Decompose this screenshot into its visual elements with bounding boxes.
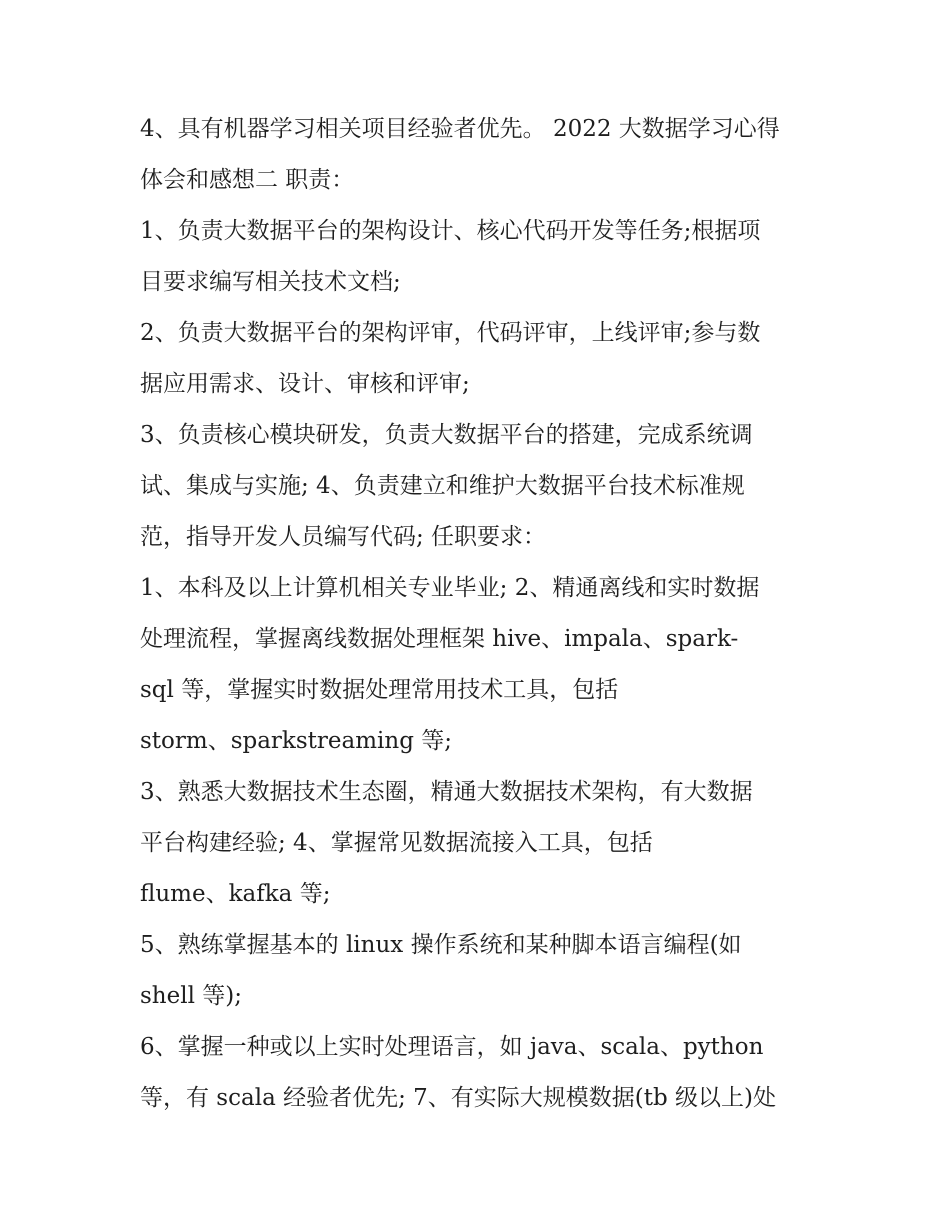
text-line: 体会和感想二 职责：: [140, 167, 355, 193]
text-line: 1、本科及以上计算机相关专业毕业; 2、精通离线和实时数据: [140, 575, 760, 601]
text-line: 5、熟练掌握基本的 linux 操作系统和某种脚本语言编程(如: [140, 932, 742, 958]
text-line: flume、kafka 等;: [140, 881, 331, 907]
text-line: 3、负责核心模块研发，负责大数据平台的搭建，完成系统调: [140, 422, 753, 448]
text-line: 6、掌握一种或以上实时处理语言，如 java、scala、python: [140, 1034, 764, 1060]
text-line: sql 等，掌握实时数据处理常用技术工具，包括: [140, 677, 619, 703]
text-line: 试、集成与实施; 4、负责建立和维护大数据平台技术标准规: [140, 473, 745, 499]
text-line: 处理流程，掌握离线数据处理框架 hive、impala、spark-: [140, 626, 739, 652]
text-line: 目要求编写相关技术文档;: [140, 269, 401, 295]
text-line: 2、负责大数据平台的架构评审，代码评审，上线评审;参与数: [140, 320, 761, 346]
text-line: shell 等);: [140, 983, 242, 1009]
text-line: 据应用需求、设计、审核和评审;: [140, 371, 470, 397]
text-line: storm、sparkstreaming 等;: [140, 728, 452, 754]
text-line: 平台构建经验; 4、掌握常见数据流接入工具，包括: [140, 830, 653, 856]
text-line: 1、负责大数据平台的架构设计、核心代码开发等任务;根据项: [140, 218, 761, 244]
text-line: 3、熟悉大数据技术生态圈，精通大数据技术架构，有大数据: [140, 779, 753, 805]
document-body: [140, 104, 820, 1124]
text-line: 范，指导开发人员编写代码; 任职要求：: [140, 524, 547, 550]
text-line: 等，有 scala 经验者优先; 7、有实际大规模数据(tb 级以上)处: [140, 1085, 777, 1111]
text-line: 4、具有机器学习相关项目经验者优先。 2022 大数据学习心得: [140, 116, 780, 142]
